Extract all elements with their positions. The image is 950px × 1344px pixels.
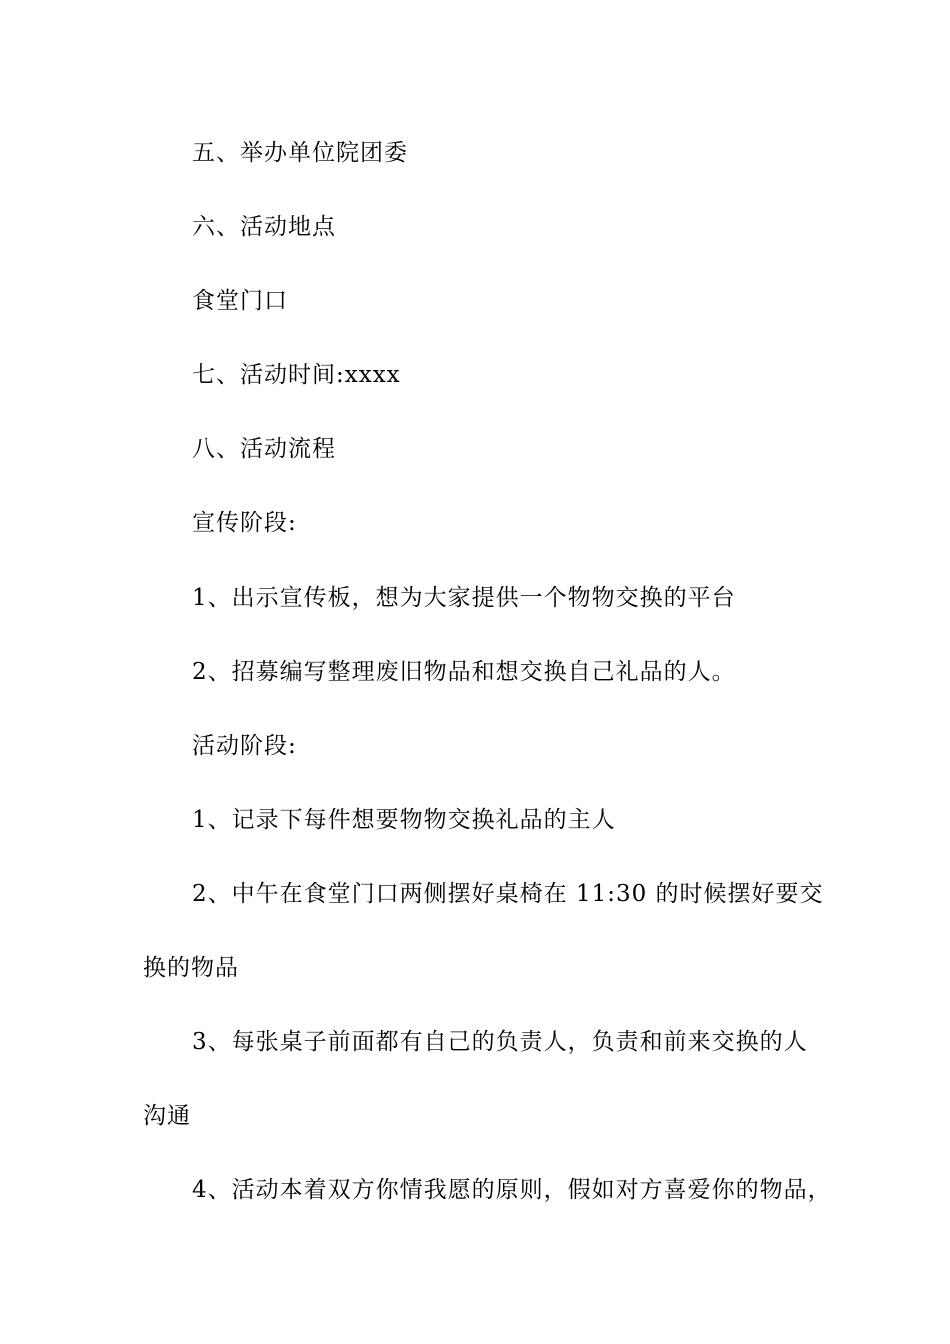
section-heading-location: 六、活动地点 bbox=[192, 214, 336, 241]
document-body bbox=[143, 133, 832, 1244]
subheading-publicity-stage: 宣传阶段: bbox=[192, 510, 297, 537]
list-item-activity-2-continued: 换的物品 bbox=[143, 955, 239, 982]
section-heading-organizer: 五、举办单位院团委 bbox=[192, 140, 408, 166]
list-item-activity-1: 1、记录下每件想要物物交换礼品的主人 bbox=[192, 806, 616, 833]
list-item-activity-2: 2、中午在食堂门口两侧摆好桌椅在 11:30 的时候摆好要交 bbox=[192, 880, 824, 907]
section-heading-process: 八、活动流程 bbox=[192, 436, 336, 463]
subheading-activity-stage: 活动阶段: bbox=[192, 732, 297, 759]
section-heading-time: 七、活动时间:xxxx bbox=[192, 362, 401, 389]
list-item-activity-3: 3、每张桌子前面都有自己的负责人，负责和前来交换的人 bbox=[192, 1029, 808, 1056]
list-item-activity-3-continued: 沟通 bbox=[143, 1103, 191, 1130]
list-item-activity-4: 4、活动本着双方你情我愿的原则，假如对方喜爱你的物品， bbox=[192, 1177, 832, 1204]
list-item-publicity-1: 1、出示宣传板，想为大家提供一个物物交换的平台 bbox=[192, 584, 736, 611]
paragraph-location: 食堂门口 bbox=[192, 288, 288, 315]
list-item-publicity-2: 2、招募编写整理废旧物品和想交换自己礼品的人。 bbox=[192, 658, 736, 685]
